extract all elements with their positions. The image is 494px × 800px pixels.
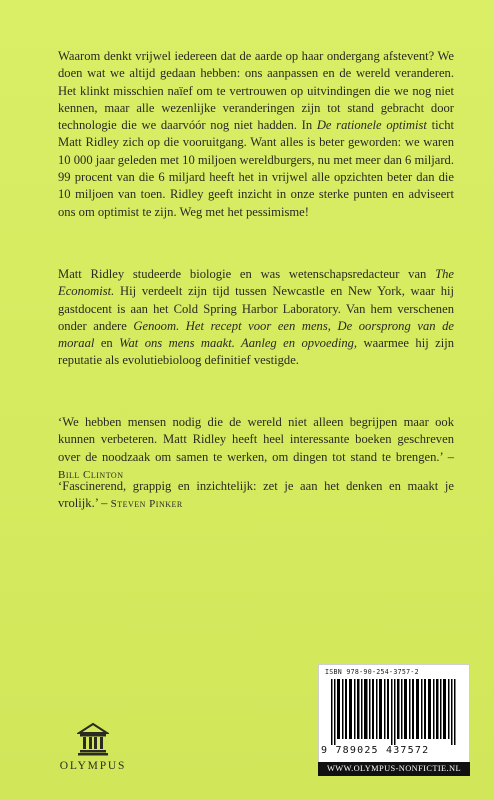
bio-text-2: Hij verdeelt zijn tijd tussen Newcastle en New York, waar hij gastdocent is aan het Cold Spring Harbor Laboratory. Van hem verschenen onder andere [58, 284, 454, 333]
barcode-bars [325, 679, 463, 745]
book-titles-2: Wat ons mens maakt. Aanleg en opvoeding, [119, 336, 358, 351]
bio-text-4: waarmee hij zijn reputatie als evolutiebioloog definitief vestigde. [58, 336, 455, 368]
bio-text-3: en [94, 336, 120, 351]
isbn-digits: 9 789025 437572 [321, 745, 430, 756]
review-quote-clinton [58, 414, 454, 484]
isbn-barcode [318, 664, 470, 764]
blurb-text-2: ticht Matt Ridley zich op die vooruitgang. Want alles is beter geworden: we waren 10 000 jaar geleden met 10 miljoen wereldburgers, nu met meer dan 6 miljard. 99 procent van die 6 miljard heeft het in vrijwel alle opzichten beter dan die 10 miljoen van toen. Ridley geeft inzicht in onze sterke punten en adviseert ons om optimist te zijn. Weg met het pessimisme! [58, 118, 455, 219]
publisher-logo [58, 722, 128, 772]
temple-icon [77, 722, 109, 756]
publisher-website: WWW.OLYMPUS-NONFICTIE.NL [318, 762, 470, 776]
book-blurb [58, 48, 454, 221]
quote-author: Steven Pinker [110, 498, 183, 511]
review-quote-pinker [58, 478, 454, 514]
magazine-name: The Economist. [58, 267, 454, 299]
author-bio [58, 266, 454, 370]
isbn-label: ISBN 978-90-254-3757-2 [325, 668, 419, 676]
bio-text-1: Matt Ridley studeerde biologie en was wetenschapsredacteur van [58, 267, 436, 281]
blurb-text-1: Waarom denkt vrijwel iedereen dat de aarde op haar ondergang afstevent? We doen wat we altijd gedaan hebben: ons aanpassen en de wereld veranderen. Het klinkt misschien naïef om te vertrouwen op uitvindingen die we nog niet kennen, maar alle wezenlijke veranderingen zijn tot stand gebracht door technologie die we daarvóór nog niet hadden. In [58, 49, 454, 133]
quote-text: ‘Fascinerend, grappig en inzichtelijk: zet je aan het denken en maakt je vrolijk.’ – [58, 479, 454, 511]
book-title: De rationele optimist [316, 118, 427, 133]
quote-author: Bill Clinton [58, 468, 124, 481]
publisher-name: OLYMPUS [59, 760, 127, 772]
book-titles-1: Genoom. Het recept voor een mens, De oorsprong van de moraal [58, 318, 455, 351]
quote-text: ‘We hebben mensen nodig die de wereld niet alleen begrijpen maar ook kunnen verbeteren. Matt Ridley heeft heel interessante boeken geschreven over de noodzaak om samen te werken, om dingen tot stand te brengen.’ – [58, 415, 454, 464]
